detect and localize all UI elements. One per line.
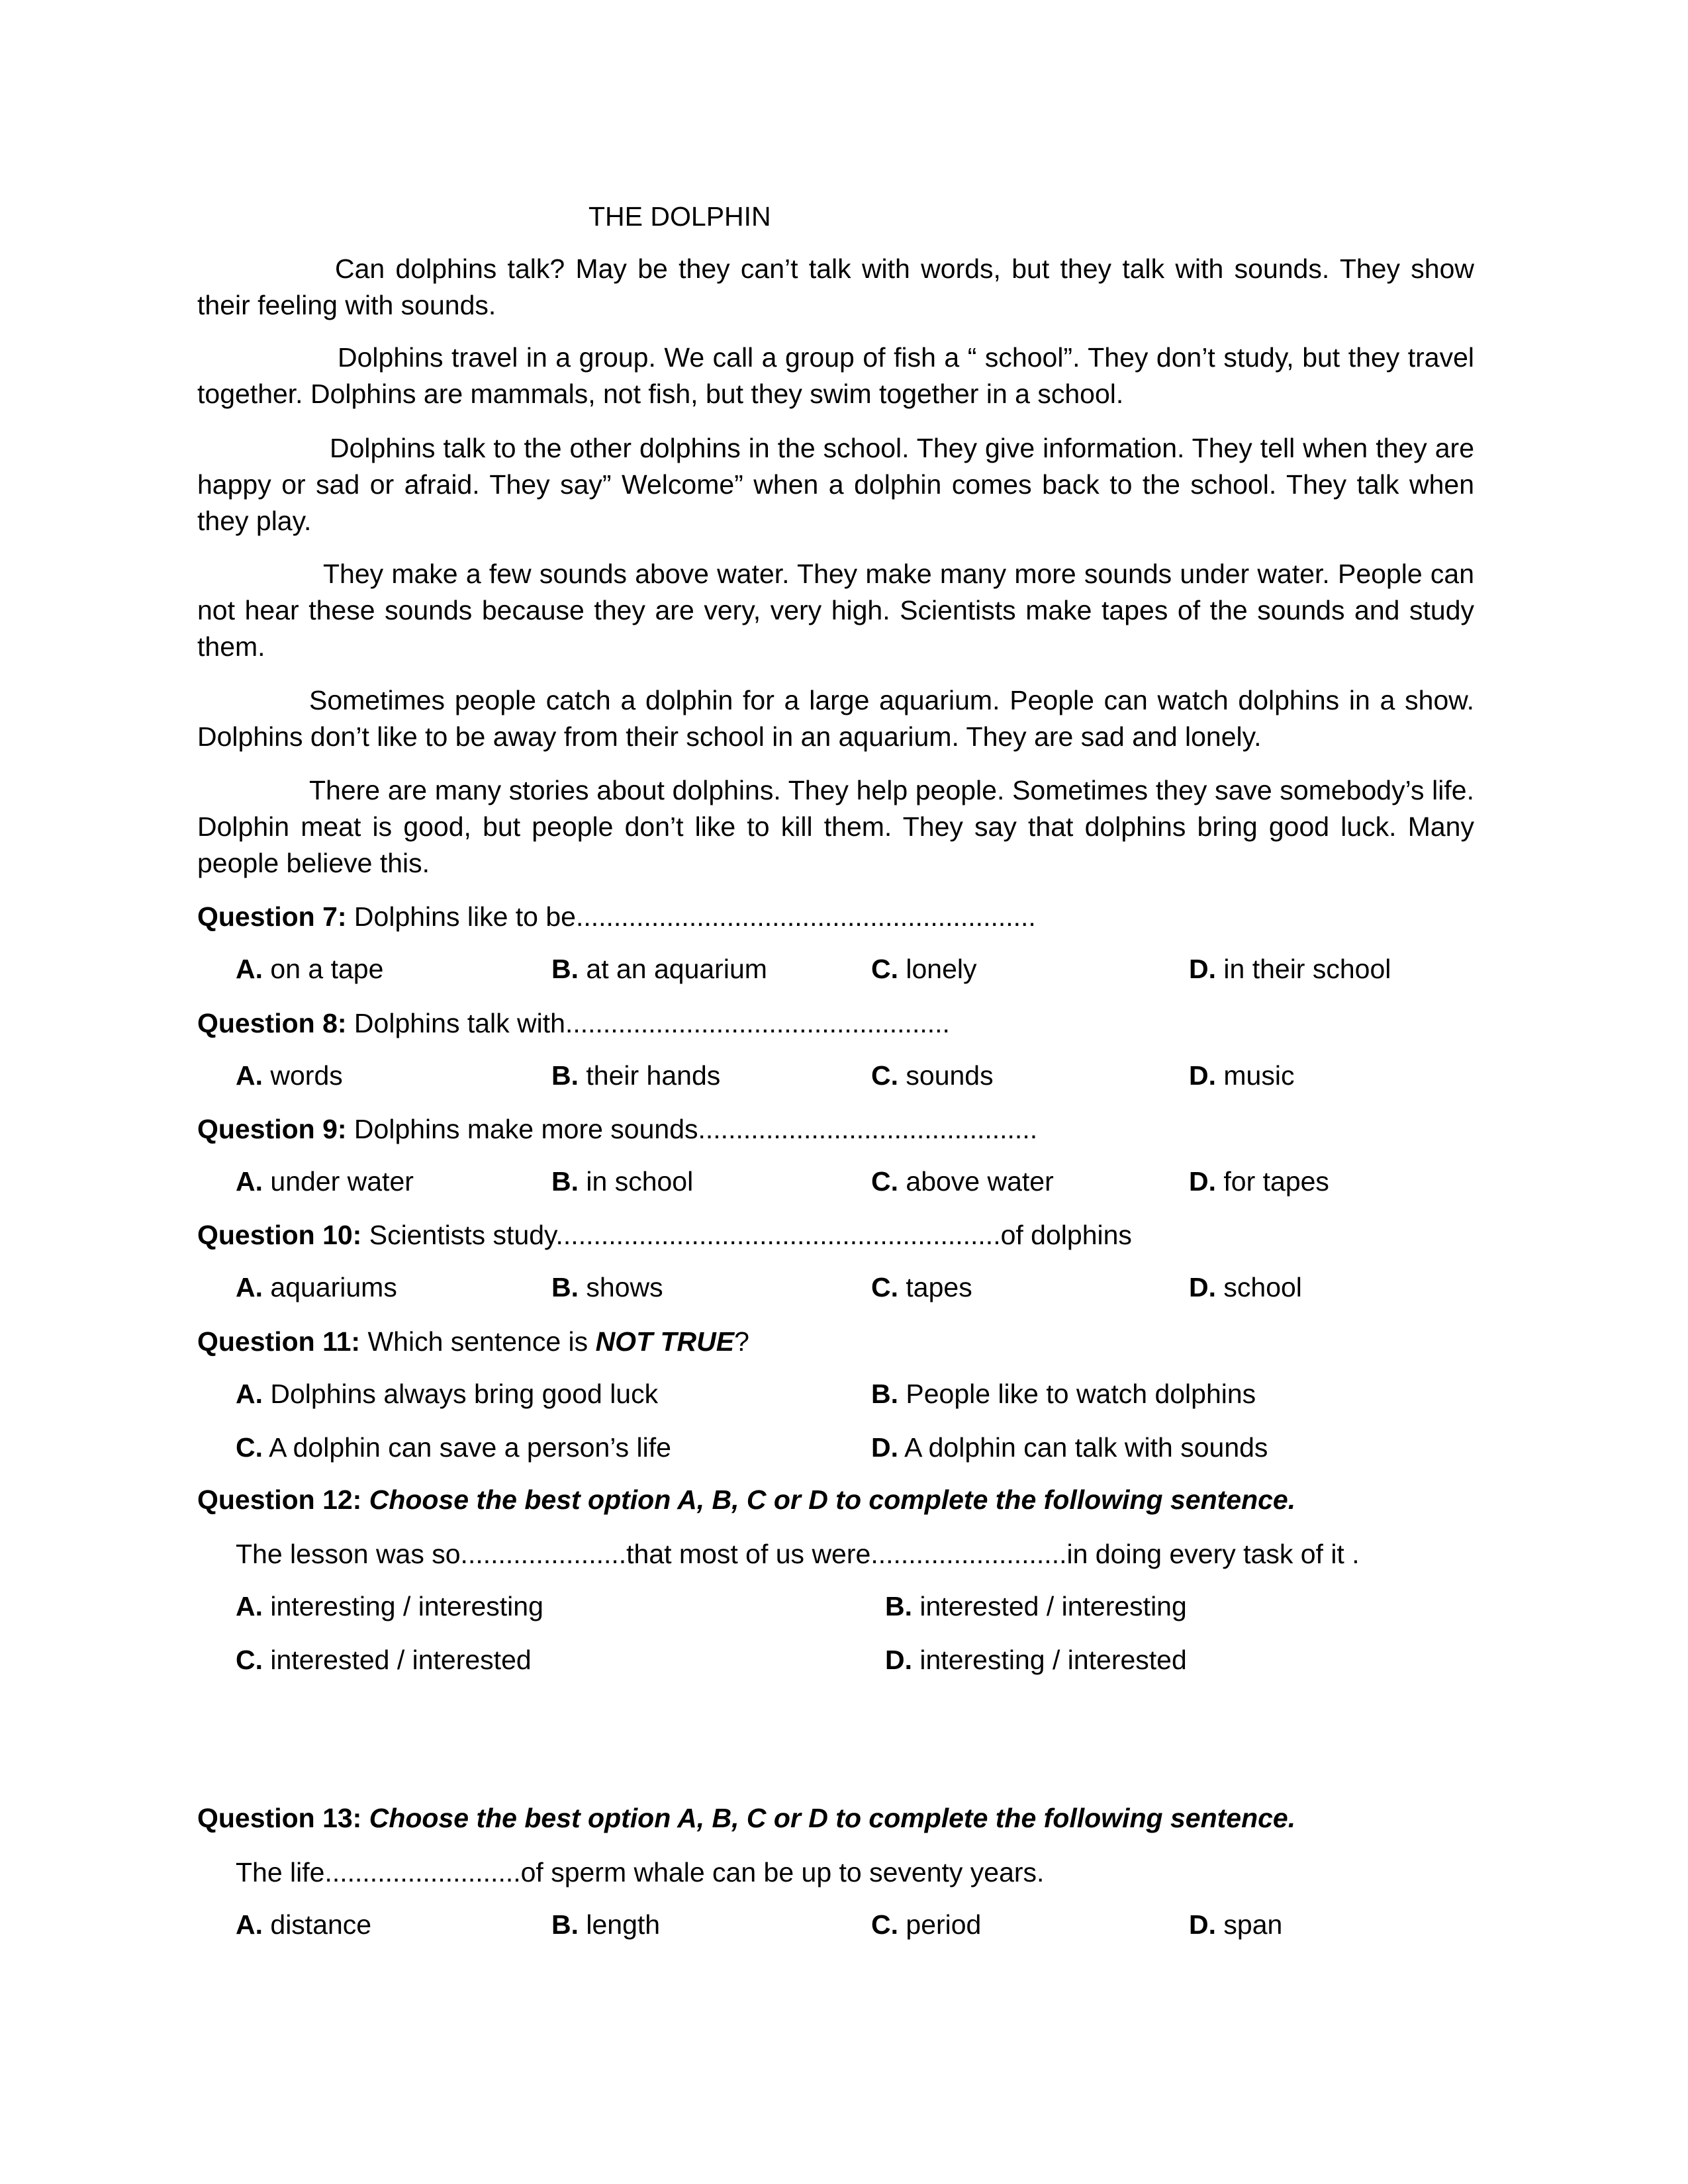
option-b[interactable] [551, 951, 767, 987]
option-letter: B. [551, 954, 579, 984]
option-b[interactable] [551, 1269, 663, 1306]
option-text: shows [579, 1272, 663, 1302]
option-d[interactable] [1189, 1163, 1329, 1200]
option-letter: C. [236, 1645, 263, 1675]
option-text: People like to watch dolphins [898, 1379, 1256, 1409]
page-title: THE DOLPHIN [588, 201, 771, 232]
option-b[interactable] [871, 1376, 1256, 1412]
option-text: A dolphin can save a person’s life [263, 1432, 671, 1463]
option-text: above water [898, 1166, 1054, 1197]
option-text: school [1216, 1272, 1302, 1302]
option-text: length [579, 1909, 661, 1940]
option-letter: A. [236, 1379, 263, 1409]
option-b[interactable] [551, 1058, 720, 1094]
option-text: interested / interesting [912, 1591, 1187, 1621]
option-letter: D. [885, 1645, 912, 1675]
question-emphasis: NOT TRUE [595, 1326, 735, 1357]
question-label: Question 13: [197, 1803, 362, 1833]
question-11 [197, 1324, 749, 1360]
option-letter: C. [871, 1166, 898, 1197]
paragraph-1: Can dolphins talk? May be they can’t talk with words, but they talk with sounds. They show their feeling with sounds. [197, 253, 1474, 320]
option-c[interactable] [236, 1642, 532, 1678]
option-letter: B. [885, 1591, 912, 1621]
option-text: sounds [898, 1060, 994, 1091]
option-d[interactable] [1189, 1058, 1294, 1094]
question-instruction: Choose the best option A, B, C or D to complete the following sentence. [361, 1484, 1296, 1515]
question-label: Question 10: [197, 1220, 362, 1250]
question-8 [197, 1005, 950, 1042]
option-letter: D. [1189, 1166, 1216, 1197]
question-sentence: The lesson was so......................that most of us were..........................in doing every task of it . [236, 1539, 1360, 1569]
option-c[interactable] [871, 1269, 972, 1306]
option-c[interactable] [871, 951, 977, 987]
option-text: their hands [579, 1060, 721, 1091]
option-text: music [1216, 1060, 1295, 1091]
option-text: at an aquarium [579, 954, 767, 984]
option-letter: B. [551, 1166, 579, 1197]
question-9 [197, 1111, 1037, 1148]
option-a[interactable] [236, 1163, 414, 1200]
question-text: Which sentence is [360, 1326, 596, 1357]
option-text: in their school [1216, 954, 1391, 984]
option-text: interesting / interested [912, 1645, 1187, 1675]
option-letter: A. [236, 1272, 263, 1302]
option-text: under water [263, 1166, 414, 1197]
paragraph-6: There are many stories about dolphins. They help people. Sometimes they save somebody’s life. Dolphin meat is good, but people don’t like to kill them. They say that dolphins bring good luck. Many people believe this. [197, 775, 1474, 878]
question-text: Dolphins make more sounds............................................. [346, 1114, 1038, 1144]
question-12 [197, 1482, 1295, 1518]
option-c[interactable] [236, 1430, 671, 1466]
option-letter: C. [236, 1432, 263, 1463]
option-text: lonely [898, 954, 977, 984]
option-text: interesting / interesting [263, 1591, 543, 1621]
option-text: span [1216, 1909, 1283, 1940]
option-text: distance [263, 1909, 372, 1940]
option-c[interactable] [871, 1058, 994, 1094]
option-text: A dolphin can talk with sounds [898, 1432, 1268, 1463]
question-text-end: ? [734, 1326, 749, 1357]
paragraph-5: Sometimes people catch a dolphin for a large aquarium. People can watch dolphins in a show. Dolphins don’t like to be away from their school in an aquarium. They are sad and lonely. [197, 685, 1474, 752]
question-label: Question 8: [197, 1008, 347, 1038]
option-a[interactable] [236, 1376, 658, 1412]
question-label: Question 11: [197, 1326, 361, 1357]
option-letter: C. [871, 1272, 898, 1302]
option-a[interactable] [236, 1269, 397, 1306]
paragraph-4: They make a few sounds above water. They make many more sounds under water. People can not hear these sounds because they are very, very high. Scientists make tapes of the sounds and study them. [197, 559, 1474, 662]
question-text: Dolphins like to be............................................................. [346, 901, 1036, 932]
option-a[interactable] [236, 1907, 371, 1943]
option-text: tapes [898, 1272, 972, 1302]
option-text: for tapes [1216, 1166, 1329, 1197]
question-label: Question 9: [197, 1114, 347, 1144]
question-sentence: The life..........................of sperm whale can be up to seventy years. [236, 1857, 1045, 1888]
option-letter: A. [236, 1591, 263, 1621]
question-instruction: Choose the best option A, B, C or D to complete the following sentence. [361, 1803, 1296, 1833]
option-letter: D. [1189, 1060, 1216, 1091]
option-letter: D. [1189, 1272, 1216, 1302]
option-d[interactable] [885, 1642, 1187, 1678]
option-letter: B. [551, 1272, 579, 1302]
option-letter: A. [236, 1060, 263, 1091]
option-letter: A. [236, 954, 263, 984]
question-7 [197, 899, 1036, 935]
option-letter: A. [236, 1909, 263, 1940]
option-text: on a tape [263, 954, 384, 984]
option-letter: C. [871, 1060, 898, 1091]
option-c[interactable] [871, 1907, 981, 1943]
option-text: Dolphins always bring good luck [263, 1379, 659, 1409]
option-letter: A. [236, 1166, 263, 1197]
option-letter: D. [871, 1432, 898, 1463]
option-letter: B. [551, 1909, 579, 1940]
option-text: words [263, 1060, 343, 1091]
option-letter: D. [1189, 1909, 1216, 1940]
option-d[interactable] [871, 1430, 1268, 1466]
question-13 [197, 1800, 1295, 1837]
paragraph-2: Dolphins travel in a group. We call a group of fish a “ school”. They don’t study, but they travel together. Dolphins are mammals, not fish, but they swim together in a school. [197, 342, 1474, 409]
option-d[interactable] [1189, 1907, 1282, 1943]
option-letter: C. [871, 1909, 898, 1940]
option-text: period [898, 1909, 982, 1940]
option-a[interactable] [236, 951, 383, 987]
question-10 [197, 1217, 1132, 1253]
question-label: Question 7: [197, 901, 347, 932]
option-d[interactable] [1189, 951, 1391, 987]
option-text: interested / interested [263, 1645, 532, 1675]
option-letter: D. [1189, 954, 1216, 984]
question-label: Question 12: [197, 1484, 362, 1515]
option-b[interactable] [551, 1907, 660, 1943]
option-a[interactable] [236, 1588, 543, 1625]
option-text: aquariums [263, 1272, 397, 1302]
option-letter: C. [871, 954, 898, 984]
question-text: Dolphins talk with................................................... [346, 1008, 950, 1038]
option-letter: B. [551, 1060, 579, 1091]
option-b[interactable] [551, 1163, 693, 1200]
option-c[interactable] [871, 1163, 1054, 1200]
option-b[interactable] [885, 1588, 1187, 1625]
option-a[interactable] [236, 1058, 343, 1094]
option-d[interactable] [1189, 1269, 1302, 1306]
paragraph-3: Dolphins talk to the other dolphins in the school. They give information. They tell when they are happy or sad or afraid. They say” Welcome” when a dolphin comes back to the school. They talk when they play. [197, 433, 1474, 536]
option-text: in school [579, 1166, 694, 1197]
option-letter: B. [871, 1379, 898, 1409]
question-text: Scientists study...........................................................of dolphins [361, 1220, 1132, 1250]
